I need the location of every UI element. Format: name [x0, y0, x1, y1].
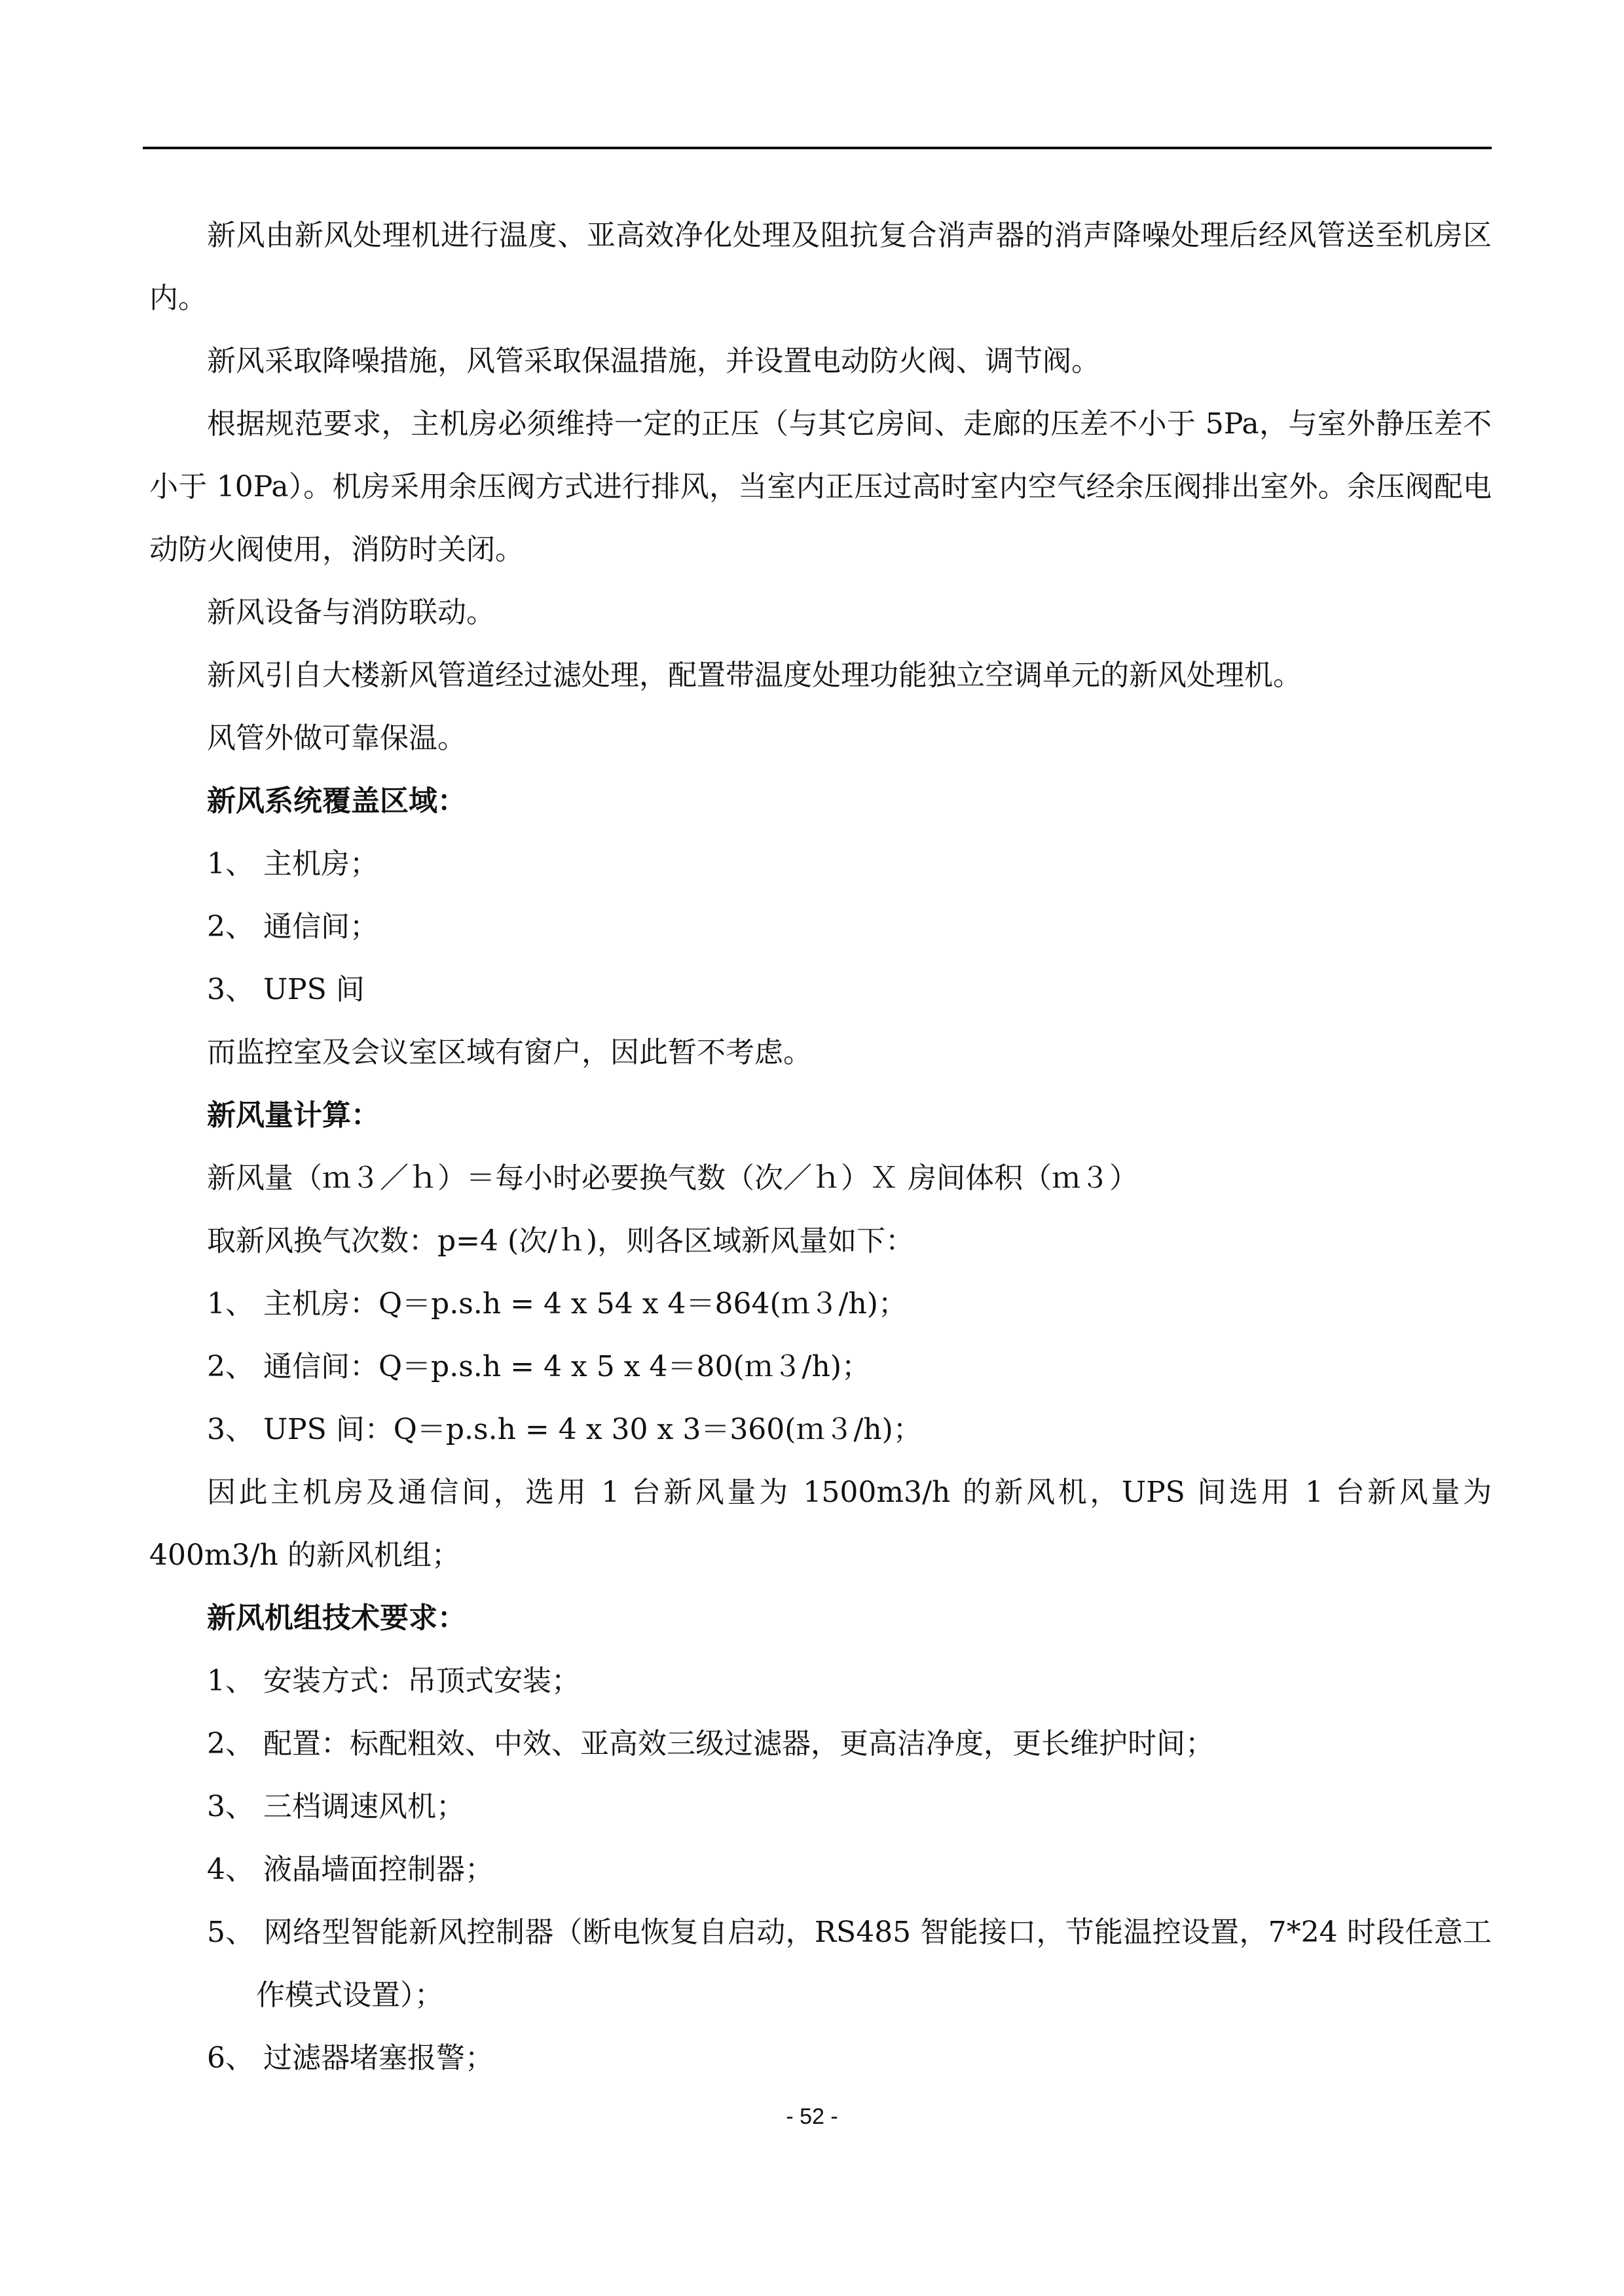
paragraph: 而监控室及会议室区域有窗户，因此暂不考虑。 — [207, 1036, 812, 1069]
paragraph: 新风引自大楼新风管道经过滤处理，配置带温度处理功能独立空调单元的新风处理机。 — [207, 659, 1302, 692]
list-item: 1、 主机房； — [207, 847, 378, 881]
paragraph: 新风由新风处理机进行温度、亚高效净化处理及阻抗复合消声器的消声降噪处理后经风管送至机房区内。 — [149, 219, 1492, 315]
list-item: 3、 UPS 间 — [207, 973, 365, 1006]
calculation-item: 2、 通信间：Q＝p.s.h = 4 x 5 x 4＝80(ｍ３/h)； — [207, 1350, 870, 1383]
calculation-item: 1、 主机房：Q＝p.s.h = 4 x 54 x 4＝864(ｍ３/h)； — [207, 1287, 907, 1321]
list-item: 2、 配置：标配粗效、中效、亚高效三级过滤器，更高洁净度，更长维护时间； — [207, 1727, 1214, 1760]
list-item: 6、 过滤器堵塞报警； — [207, 2041, 494, 2075]
formula-line: 新风量（ｍ３／ｈ）＝每小时必要换气数（次／ｈ）Ｘ 房间体积（ｍ３） — [207, 1161, 1138, 1195]
formula-line: 取新风换气次数：p=4 (次/ｈ)，则各区域新风量如下： — [207, 1224, 915, 1258]
calculation-item: 3、 UPS 间：Q＝p.s.h = 4 x 30 x 3＝360(ｍ３/h)； — [207, 1413, 922, 1446]
section-heading: 新风机组技术要求： — [207, 1601, 466, 1635]
document-body — [149, 204, 1492, 2090]
page-number: - 52 - — [786, 2104, 838, 2129]
list-item: 2、 通信间； — [207, 910, 378, 943]
paragraph: 新风设备与消防联动。 — [207, 596, 495, 629]
list-item: 4、 液晶墙面控制器； — [207, 1853, 494, 1886]
paragraph: 根据规范要求，主机房必须维持一定的正压（与其它房间、走廊的压差不小于 5Pa，与室外静压差不小于 10Pa）。机房采用余压阀方式进行排风，当室内正压过高时室内空气经余压阀排出室外。余压阀配电动防火阀使用，消防时关闭。 — [149, 407, 1492, 566]
list-item: 1、 安装方式：吊顶式安装； — [207, 1664, 580, 1698]
section-heading: 新风量计算： — [207, 1099, 380, 1132]
list-item: 5、 网络型智能新风控制器（断电恢复自启动，RS485 智能接口，节能温控设置，7*24 时段任意工作模式设置）； — [207, 1916, 1492, 2012]
paragraph: 因此主机房及通信间，选用 1 台新风量为 1500m3/h 的新风机，UPS 间选用 1 台新风量为 400m3/h 的新风机组； — [149, 1476, 1492, 1572]
paragraph: 新风采取降噪措施，风管采取保温措施，并设置电动防火阀、调节阀。 — [207, 344, 1100, 378]
list-item: 3、 三档调速风机； — [207, 1790, 465, 1823]
paragraph: 风管外做可靠保温。 — [207, 721, 466, 755]
section-heading: 新风系统覆盖区域： — [207, 784, 466, 818]
header-rule — [143, 147, 1492, 149]
